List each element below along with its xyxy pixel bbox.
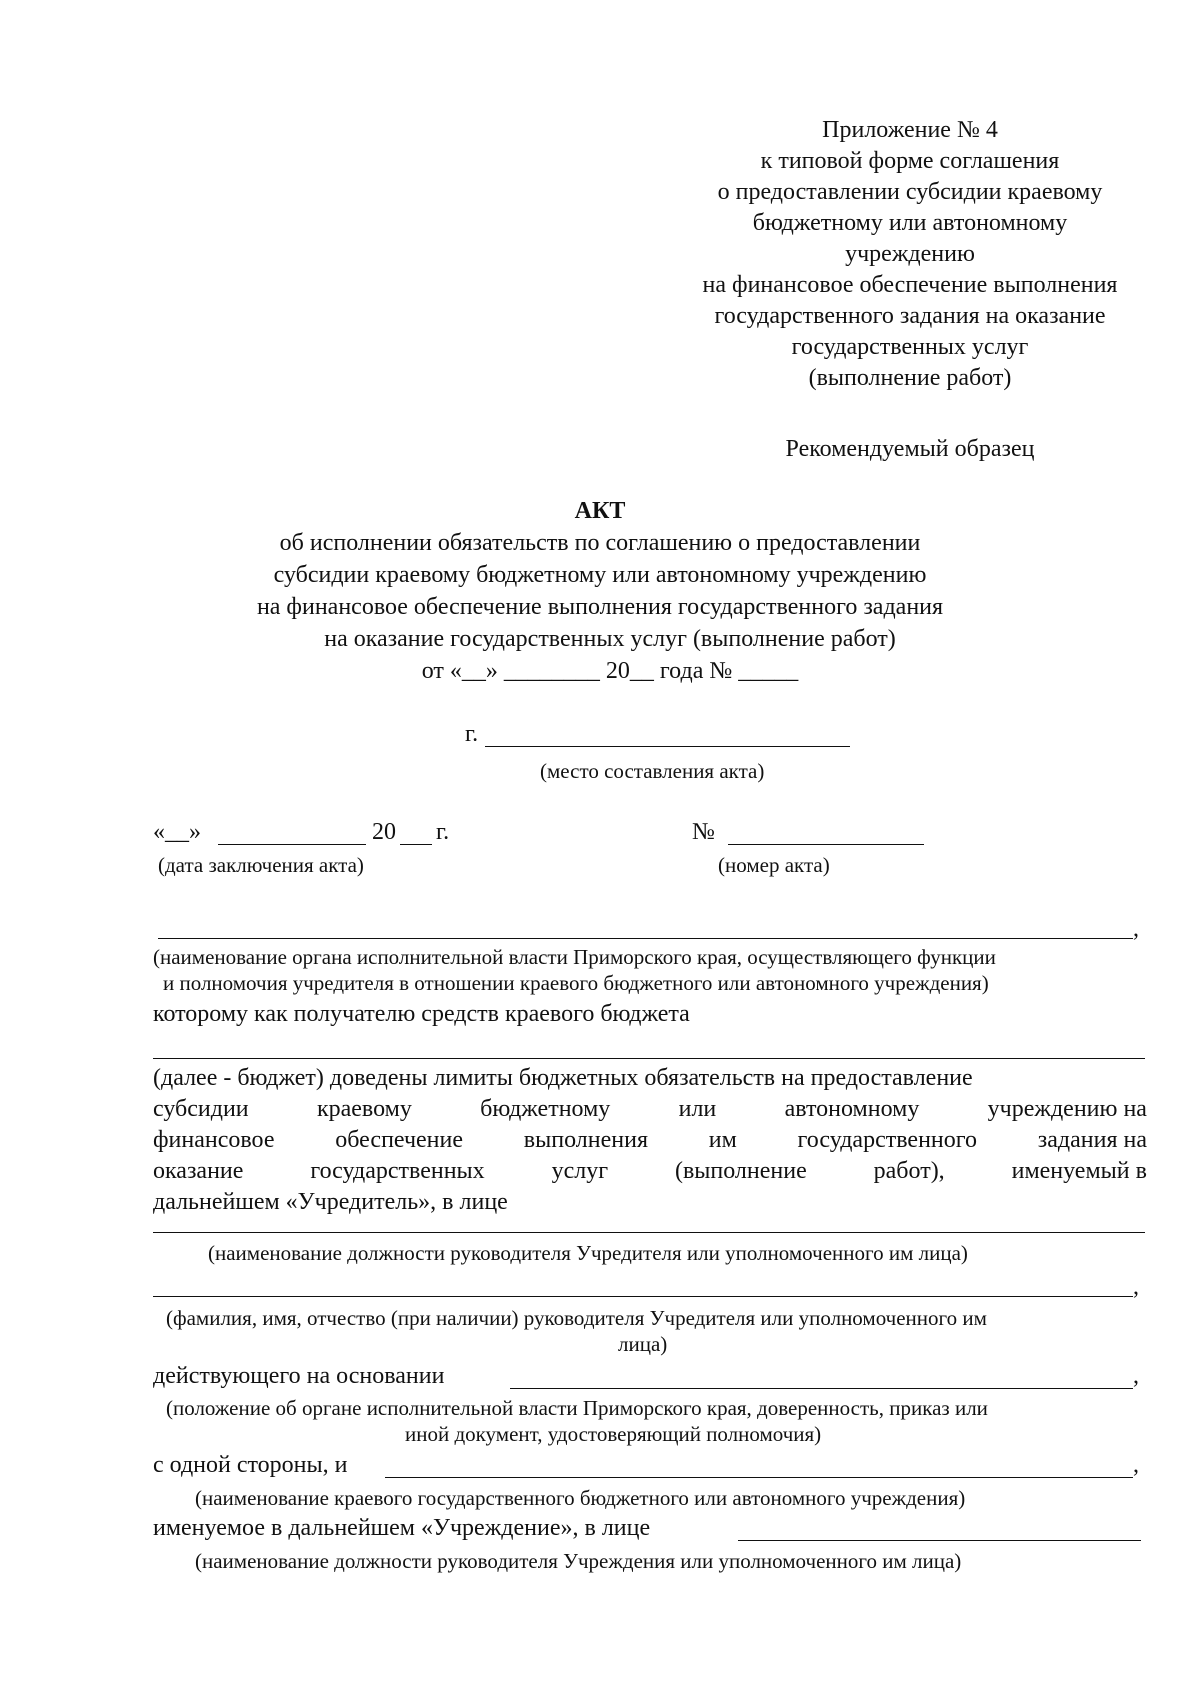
appendix-line: на финансовое обеспечение выполнения bbox=[702, 272, 1118, 298]
budget-blank-line[interactable] bbox=[153, 1058, 1145, 1059]
word: работ), bbox=[873, 1158, 945, 1184]
appendix-line: к типовой форме соглашения bbox=[760, 148, 1060, 174]
word: именуемый в bbox=[1011, 1158, 1147, 1184]
paragraph-line: (далее - бюджет) доведены лимиты бюджетных обязательств на предоставление bbox=[153, 1065, 973, 1091]
act-month-blank-line[interactable] bbox=[218, 844, 366, 845]
word: или bbox=[678, 1096, 717, 1122]
paragraph-line bbox=[153, 1094, 1147, 1125]
appendix-header bbox=[630, 115, 1190, 394]
act-title-line: на финансовое обеспечение выполнения государственного задания bbox=[256, 594, 944, 620]
place-prefix: г. bbox=[465, 721, 479, 747]
recipient-text: которому как получателю средств краевого бюджета bbox=[153, 1001, 690, 1027]
basis-text: действующего на основании bbox=[153, 1363, 445, 1389]
comma: , bbox=[1133, 1274, 1139, 1300]
act-year-blank-line[interactable] bbox=[400, 844, 432, 845]
act-title-line: об исполнении обязательств по соглашению о предоставлении bbox=[279, 530, 921, 556]
appendix-line: о предоставлении субсидии краевому bbox=[717, 179, 1103, 205]
appendix-line: (выполнение работ) bbox=[808, 365, 1012, 391]
word: бюджетному bbox=[480, 1096, 611, 1122]
comma: , bbox=[1133, 1452, 1139, 1478]
act-number-sign: № bbox=[692, 819, 715, 845]
founder-position-caption: (наименование должности руководителя Учредителя или уполномоченного им лица) bbox=[208, 1241, 968, 1265]
word: учреждению на bbox=[987, 1096, 1147, 1122]
founder-name-blank-line[interactable] bbox=[153, 1296, 1133, 1297]
sample-label: Рекомендуемый образец bbox=[785, 436, 1035, 462]
institution-blank-line[interactable] bbox=[385, 1477, 1133, 1478]
word: выполнения bbox=[523, 1127, 648, 1153]
founder-name-caption-line: лица) bbox=[618, 1332, 668, 1356]
act-title-line: субсидии краевому бюджетному или автономному учреждению bbox=[273, 562, 927, 588]
appendix-line: государственного задания на оказание bbox=[714, 303, 1106, 329]
word: (выполнение bbox=[674, 1158, 807, 1184]
founder-name-caption-line: (фамилия, имя, отчество (при наличии) руководителя Учредителя или уполномоченного им bbox=[166, 1306, 987, 1330]
institution-caption: (наименование краевого государственного бюджетного или автономного учреждения) bbox=[195, 1486, 966, 1510]
paragraph-line bbox=[153, 1125, 1147, 1156]
appendix-line: бюджетному или автономному bbox=[752, 210, 1068, 236]
comma: , bbox=[1133, 916, 1139, 942]
word: задания на bbox=[1037, 1127, 1147, 1153]
institution-position-caption: (наименование должности руководителя Учреждения или уполномоченного им лица) bbox=[195, 1549, 962, 1573]
institution-position-blank-line[interactable] bbox=[738, 1540, 1141, 1541]
word: услуг bbox=[551, 1158, 609, 1184]
word: государственных bbox=[310, 1158, 485, 1184]
founder-position-blank-line[interactable] bbox=[153, 1232, 1145, 1233]
place-blank-line[interactable] bbox=[485, 746, 850, 747]
act-date-caption: (дата заключения акта) bbox=[158, 853, 364, 877]
organ-blank-line[interactable] bbox=[158, 938, 1133, 939]
appendix-line: Приложение № 4 bbox=[822, 117, 998, 143]
institution-named-text: именуемое в дальнейшем «Учреждение», в лице bbox=[153, 1515, 651, 1541]
act-date-line: от «__» ________ 20__ года № _____ bbox=[421, 658, 799, 684]
act-number-blank-line[interactable] bbox=[728, 844, 924, 845]
paragraph-line: дальнейшем «Учредитель», в лице bbox=[153, 1189, 508, 1215]
limits-paragraph bbox=[153, 1063, 1147, 1218]
word: финансовое bbox=[153, 1127, 275, 1153]
act-title-word: АКТ bbox=[574, 498, 626, 524]
place-caption: (место составления акта) bbox=[540, 759, 765, 783]
word: государственного bbox=[797, 1127, 977, 1153]
basis-blank-line[interactable] bbox=[510, 1388, 1133, 1389]
act-date-quote: «__» bbox=[153, 819, 201, 845]
act-title-line: на оказание государственных услуг (выполнение работ) bbox=[324, 626, 896, 652]
organ-caption-line: (наименование органа исполнительной власти Приморского края, осуществляющего функции bbox=[153, 945, 996, 969]
appendix-line: государственных услуг bbox=[791, 334, 1029, 360]
act-date-year-suffix: г. bbox=[436, 819, 450, 845]
word: краевому bbox=[316, 1096, 412, 1122]
word: субсидии bbox=[153, 1096, 249, 1122]
basis-caption-line: иной документ, удостоверяющий полномочия) bbox=[405, 1422, 822, 1446]
word: обеспечение bbox=[335, 1127, 464, 1153]
basis-caption-line: (положение об органе исполнительной власти Приморского края, доверенность, приказ или bbox=[166, 1396, 988, 1420]
word: им bbox=[708, 1127, 737, 1153]
organ-caption-line: и полномочия учредителя в отношении краевого бюджетного или автономного учреждения) bbox=[163, 971, 989, 995]
appendix-line: учреждению bbox=[845, 241, 975, 267]
word: оказание bbox=[153, 1158, 244, 1184]
act-number-caption: (номер акта) bbox=[718, 853, 830, 877]
comma: , bbox=[1133, 1363, 1139, 1389]
act-title bbox=[0, 495, 1200, 687]
word: автономному bbox=[784, 1096, 920, 1122]
paragraph-line bbox=[153, 1156, 1147, 1187]
party-text: с одной стороны, и bbox=[153, 1452, 348, 1478]
act-date-year: 20 bbox=[372, 819, 396, 845]
